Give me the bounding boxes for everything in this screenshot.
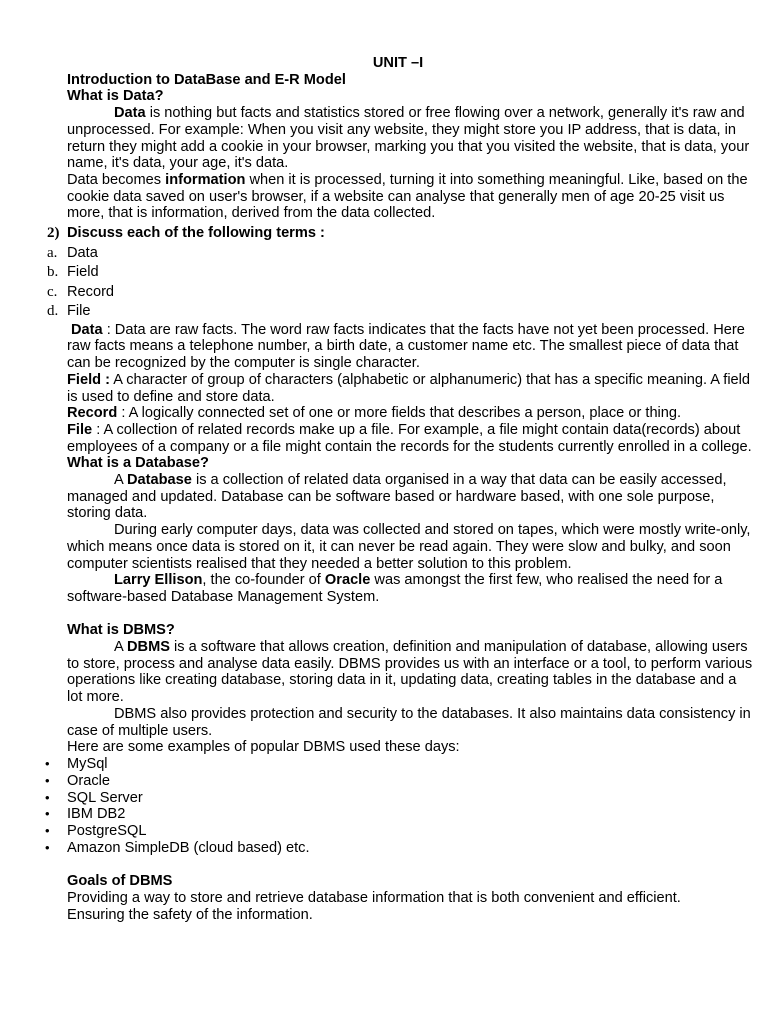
list-marker: d. (47, 303, 59, 320)
dbms-heading: What is DBMS? (67, 622, 175, 639)
list-item-label: Record (67, 283, 115, 300)
dbms-term: DBMS (126, 639, 170, 656)
list-item (47, 263, 753, 283)
goals-line-2: Ensuring the safety of the information. (67, 906, 313, 923)
term-text: : A logically connected set of one or more fields that describes a person, place or thing. (117, 405, 682, 422)
database-paragraph-1 (67, 472, 753, 522)
data-term: Data (114, 105, 146, 122)
database-heading: What is a Database? (67, 455, 209, 472)
text-fragment: A (114, 639, 127, 656)
list-item: • Amazon SimpleDB (cloud based) etc. (67, 840, 753, 857)
list-item-label: Field (67, 264, 99, 281)
data-definition: is nothing but facts and statistics stored or free flowing over a network, generally it's raw and unprocessed. For example: When you visit any website, they might store you IP address, that is data, in return they might add a cookie in your browser, marking you that you visited the website, that is data, your name, it's data, your age, it's data. (67, 105, 750, 172)
unit-title: UNIT –I (372, 55, 424, 71)
document-content (47, 55, 753, 924)
what-is-data-paragraph-1 (67, 105, 753, 172)
text-fragment: is a collection of related data organised in a way that data can be easily accessed, managed and updated. Database can be software based or hardware based, with one sole purpose, storing data. (67, 472, 727, 522)
term-text: : A collection of related records make up a file. For example, a file might contain data(records) about employees of a company or a file might contain the records for the students currently enrolled in a college. (67, 421, 752, 455)
what-is-data-paragraph-2 (67, 172, 753, 222)
term-field-definition (67, 372, 753, 405)
goals-heading: Goals of DBMS (67, 873, 173, 890)
dbms-paragraph-2: DBMS also provides protection and security to the databases. It also maintains data consistency in case of multiple users. (67, 705, 751, 739)
info-suffix: when it is processed, turning it into something meaningful. Like, based on the cookie data saved on user's browser, if a website can analyse that generally men of age 20-25 visit us more, that is information, derived from the data collected. (67, 171, 748, 222)
term-text: : Data are raw facts. The word raw facts indicates that the facts have not yet been processed. Here raw facts means a telephone number, a birth date, a customer name etc. The smallest piece of data that can be recognized by the computer is single character. (67, 321, 745, 372)
goals-line-1: Providing a way to store and retrieve database information that is both convenient and efficient. (67, 890, 681, 907)
text-fragment: was amongst the first few, who realised the need for a software-based Database Management System. (67, 572, 723, 605)
term-data-definition (67, 322, 753, 372)
text-fragment: A (114, 472, 127, 489)
text-fragment: is a software that allows creation, definition and manipulation of database, allowing users to store, process and analyse data easily. DBMS provides us with an interface or a tool, to perform various operations like creating database, storing data in it, updating data, creating tables in the database and a lot more. (67, 639, 753, 706)
list-item-label: Data (67, 244, 98, 261)
list-marker: c. (47, 283, 58, 300)
dbms-examples-list (67, 756, 753, 857)
discuss-heading-text: Discuss each of the following terms : (67, 225, 325, 242)
term-label: Field : (67, 371, 110, 388)
dbms-paragraph-3: Here are some examples of popular DBMS used these days: (67, 739, 460, 756)
list-item: • PostgreSQL (67, 823, 753, 840)
list-item: • Oracle (67, 773, 753, 790)
list-item: • IBM DB2 (67, 806, 753, 823)
text-fragment: , the co-founder of (202, 572, 325, 589)
database-paragraph-3 (67, 572, 753, 605)
list-marker: a. (47, 244, 58, 261)
spacer (67, 857, 753, 874)
list-item (47, 244, 753, 264)
info-prefix: Data becomes (67, 171, 166, 188)
list-item-label: File (67, 303, 91, 320)
term-text: A character of group of characters (alphabetic or alphanumeric) that has a specific meaning. A field is used to define and store data. (67, 371, 751, 405)
question-number: 2) (47, 225, 60, 242)
list-marker: b. (47, 264, 59, 281)
term-file-definition (67, 422, 753, 455)
terms-list (47, 244, 753, 322)
term-label: Data (71, 321, 103, 338)
dbms-paragraph-1 (67, 639, 753, 706)
oracle-term: Oracle (324, 572, 371, 589)
list-item: • SQL Server (67, 790, 753, 807)
term-label: File (67, 421, 93, 438)
what-is-data-heading: What is Data? (67, 88, 164, 105)
list-item: • MySql (67, 756, 753, 773)
spacer (67, 606, 753, 623)
list-item (47, 302, 753, 322)
intro-heading: Introduction to DataBase and E-R Model (67, 71, 346, 88)
database-paragraph-2: During early computer days, data was collected and stored on tapes, which were mostly write-only, which means once data is stored on it, it can never be read again. They were slow and bulky, and soon computer scientists realised that they needed a better solution to this problem. (67, 522, 751, 572)
list-item (47, 283, 753, 303)
database-term: Database (126, 472, 192, 489)
term-label: Record (67, 405, 118, 422)
information-term: information (165, 171, 246, 188)
term-record-definition (67, 405, 753, 422)
larry-ellison: Larry Ellison (114, 572, 203, 589)
discuss-heading (47, 225, 753, 242)
